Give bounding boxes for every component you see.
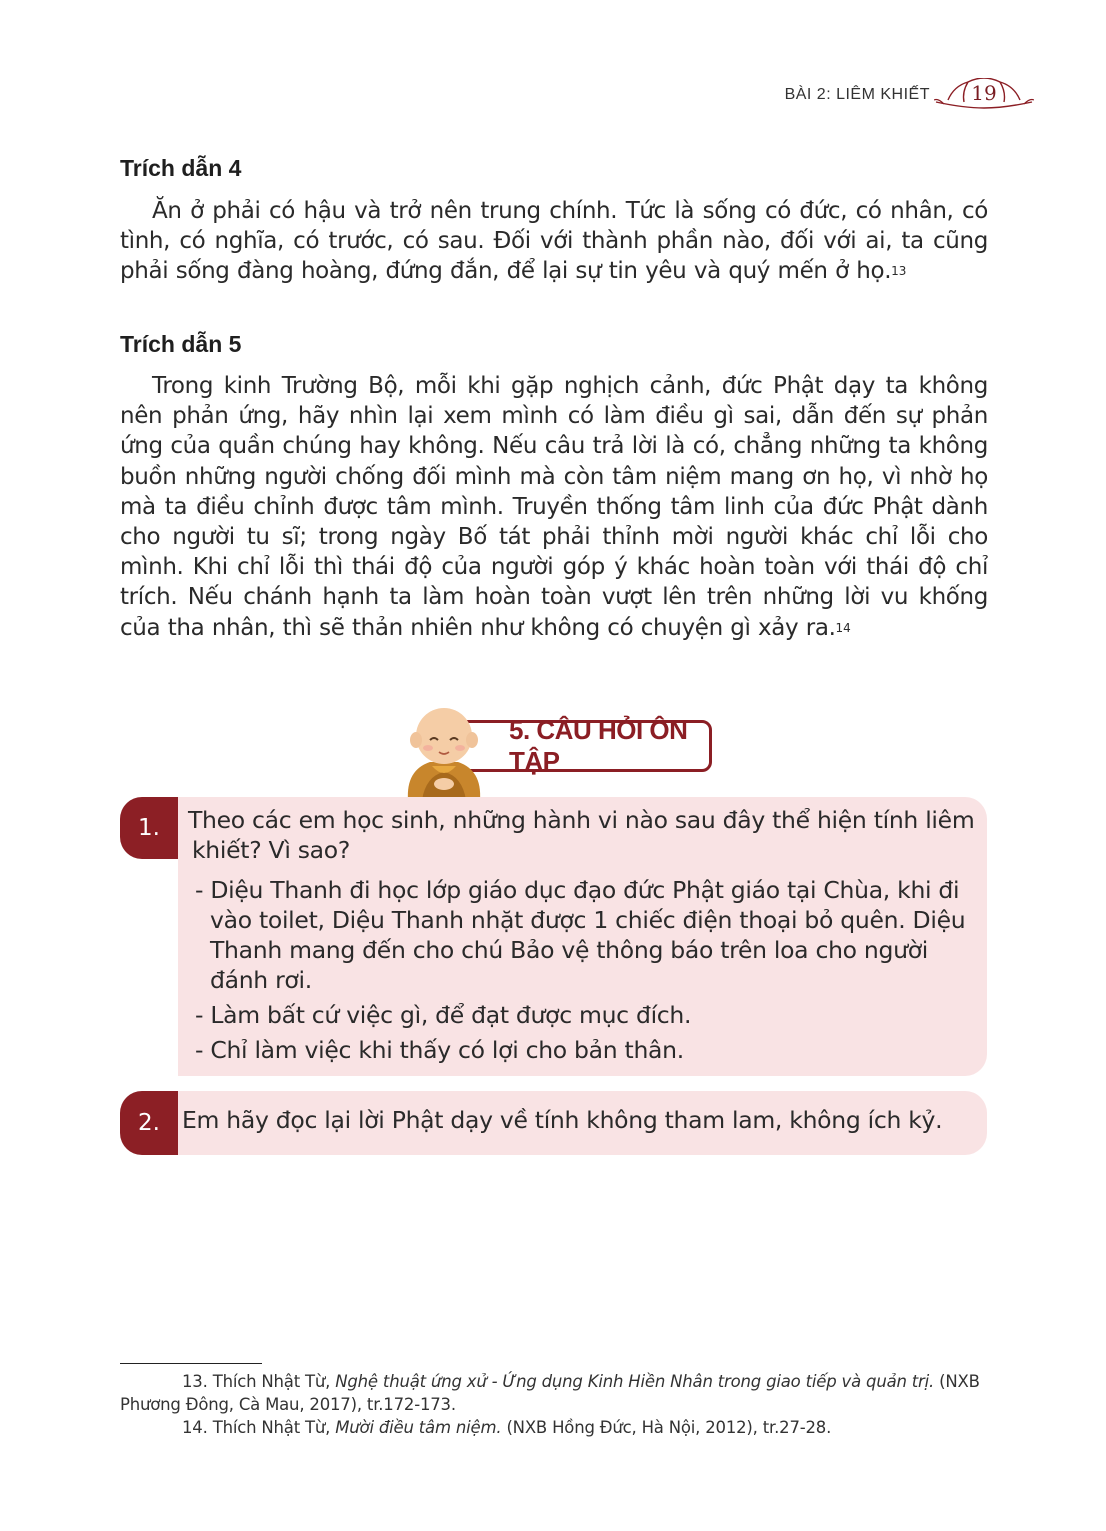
question-2-card [178, 1091, 987, 1155]
quote-5-title: Trích dẫn 5 [120, 331, 242, 357]
quote-4-title: Trích dẫn 4 [120, 155, 242, 181]
footnote-14-title: Mười điều tâm niệm. [335, 1418, 502, 1437]
monk-icon [392, 700, 496, 810]
chapter-title: BÀI 2: LIÊM KHIẾT [784, 86, 930, 103]
question-2-number-tab [120, 1091, 178, 1155]
question-1-option-3: - Chỉ làm việc khi thấy có lợi cho bản thân. [195, 1036, 684, 1064]
section-heading [392, 700, 722, 810]
quote-5-text [120, 371, 988, 643]
page-number: 19 [971, 81, 997, 105]
footnote-ref-13[interactable]: 13 [891, 264, 907, 279]
page-number-badge [934, 78, 1034, 112]
footnote-divider [120, 1363, 262, 1364]
question-1-prompt [188, 805, 977, 865]
footnote-14-author: Thích Nhật Từ, [212, 1418, 331, 1437]
quote-4-text [120, 196, 988, 287]
question-1-card [178, 797, 987, 1076]
footnote-13-source: (NXB Phương Đông, Cà Mau, 2017), tr.172-173. [120, 1372, 980, 1414]
question-1-option-2: - Làm bất cứ việc gì, để đạt được mục đích. [195, 1001, 692, 1029]
question-1-prompt-line2: khiết? Vì sao? [192, 836, 351, 864]
footnote-13-number: 13. [182, 1372, 208, 1391]
footnote-13-title: Nghệ thuật ứng xử - Ứng dụng Kinh Hiền Nhân trong giao tiếp và quản trị. [335, 1372, 935, 1391]
quote-5-body: Trong kinh Trường Bộ, mỗi khi gặp nghịch cảnh, đức Phật dạy ta không nên phản ứng, hãy nhìn lại xem mình có làm điều gì sai, dẫn đến sự phản ứng của quần chúng hay không. Nếu câu trả lời là có, chẳng những ta không buồn những người chống đối mình mà còn tâm niệm mang ơn họ, vì nhờ họ mà ta điều chỉnh được tâm mình. Truyền thống tâm linh của đức Phật dành cho người tu sĩ; trong ngày Bố tát phải thỉnh mời người khác chỉ lỗi cho mình. Khi chỉ lỗi thì thái độ của người góp ý khác hoàn toàn với thái độ chỉ trích. Nếu chánh hạnh ta làm hoàn toàn vượt lên trên những lời vu khống của tha nhân, thì sẽ thản nhiên như không có chuyện gì xảy ra. [120, 373, 988, 641]
question-1-number: 1. [120, 797, 178, 859]
footnote-14-source: (NXB Hồng Đức, Hà Nội, 2012), tr.27-28. [506, 1418, 832, 1437]
question-2-prompt: Em hãy đọc lại lời Phật dạy về tính không tham lam, không ích kỷ. [182, 1106, 943, 1134]
question-1-number-tab [120, 797, 178, 859]
footnote-13 [120, 1370, 990, 1416]
section-title: 5. CÂU HỎI ÔN TẬP [509, 715, 688, 776]
footnote-14-number: 14. [182, 1418, 208, 1437]
question-1-prompt-line1: Theo các em học sinh, những hành vi nào sau đây thể hiện tính liêm [188, 806, 975, 834]
question-2-number: 2. [120, 1091, 178, 1155]
footnote-13-author: Thích Nhật Từ, [212, 1372, 331, 1391]
footnote-14 [120, 1416, 990, 1439]
question-1-option-1: - Diệu Thanh đi học lớp giáo dục đạo đức Phật giáo tại Chùa, khi đi vào toilet, Diệu Thanh nhặt được 1 chiếc điện thoại bỏ quên. Diệu Thanh mang đến cho chú Bảo vệ thông báo trên loa cho người đánh rơi. [195, 876, 966, 994]
page-header [785, 78, 1034, 112]
quote-4-body: Ăn ở phải có hậu và trở nên trung chính. Tức là sống có đức, có nhân, có tình, có nghĩa, có trước, có sau. Đối với thành phần nào, đối với ai, ta cũng phải sống đàng hoàng, đứng đắn, để lại sự tin yêu và quý mến ở họ. [120, 198, 988, 285]
footnote-ref-14[interactable]: 14 [835, 620, 851, 635]
